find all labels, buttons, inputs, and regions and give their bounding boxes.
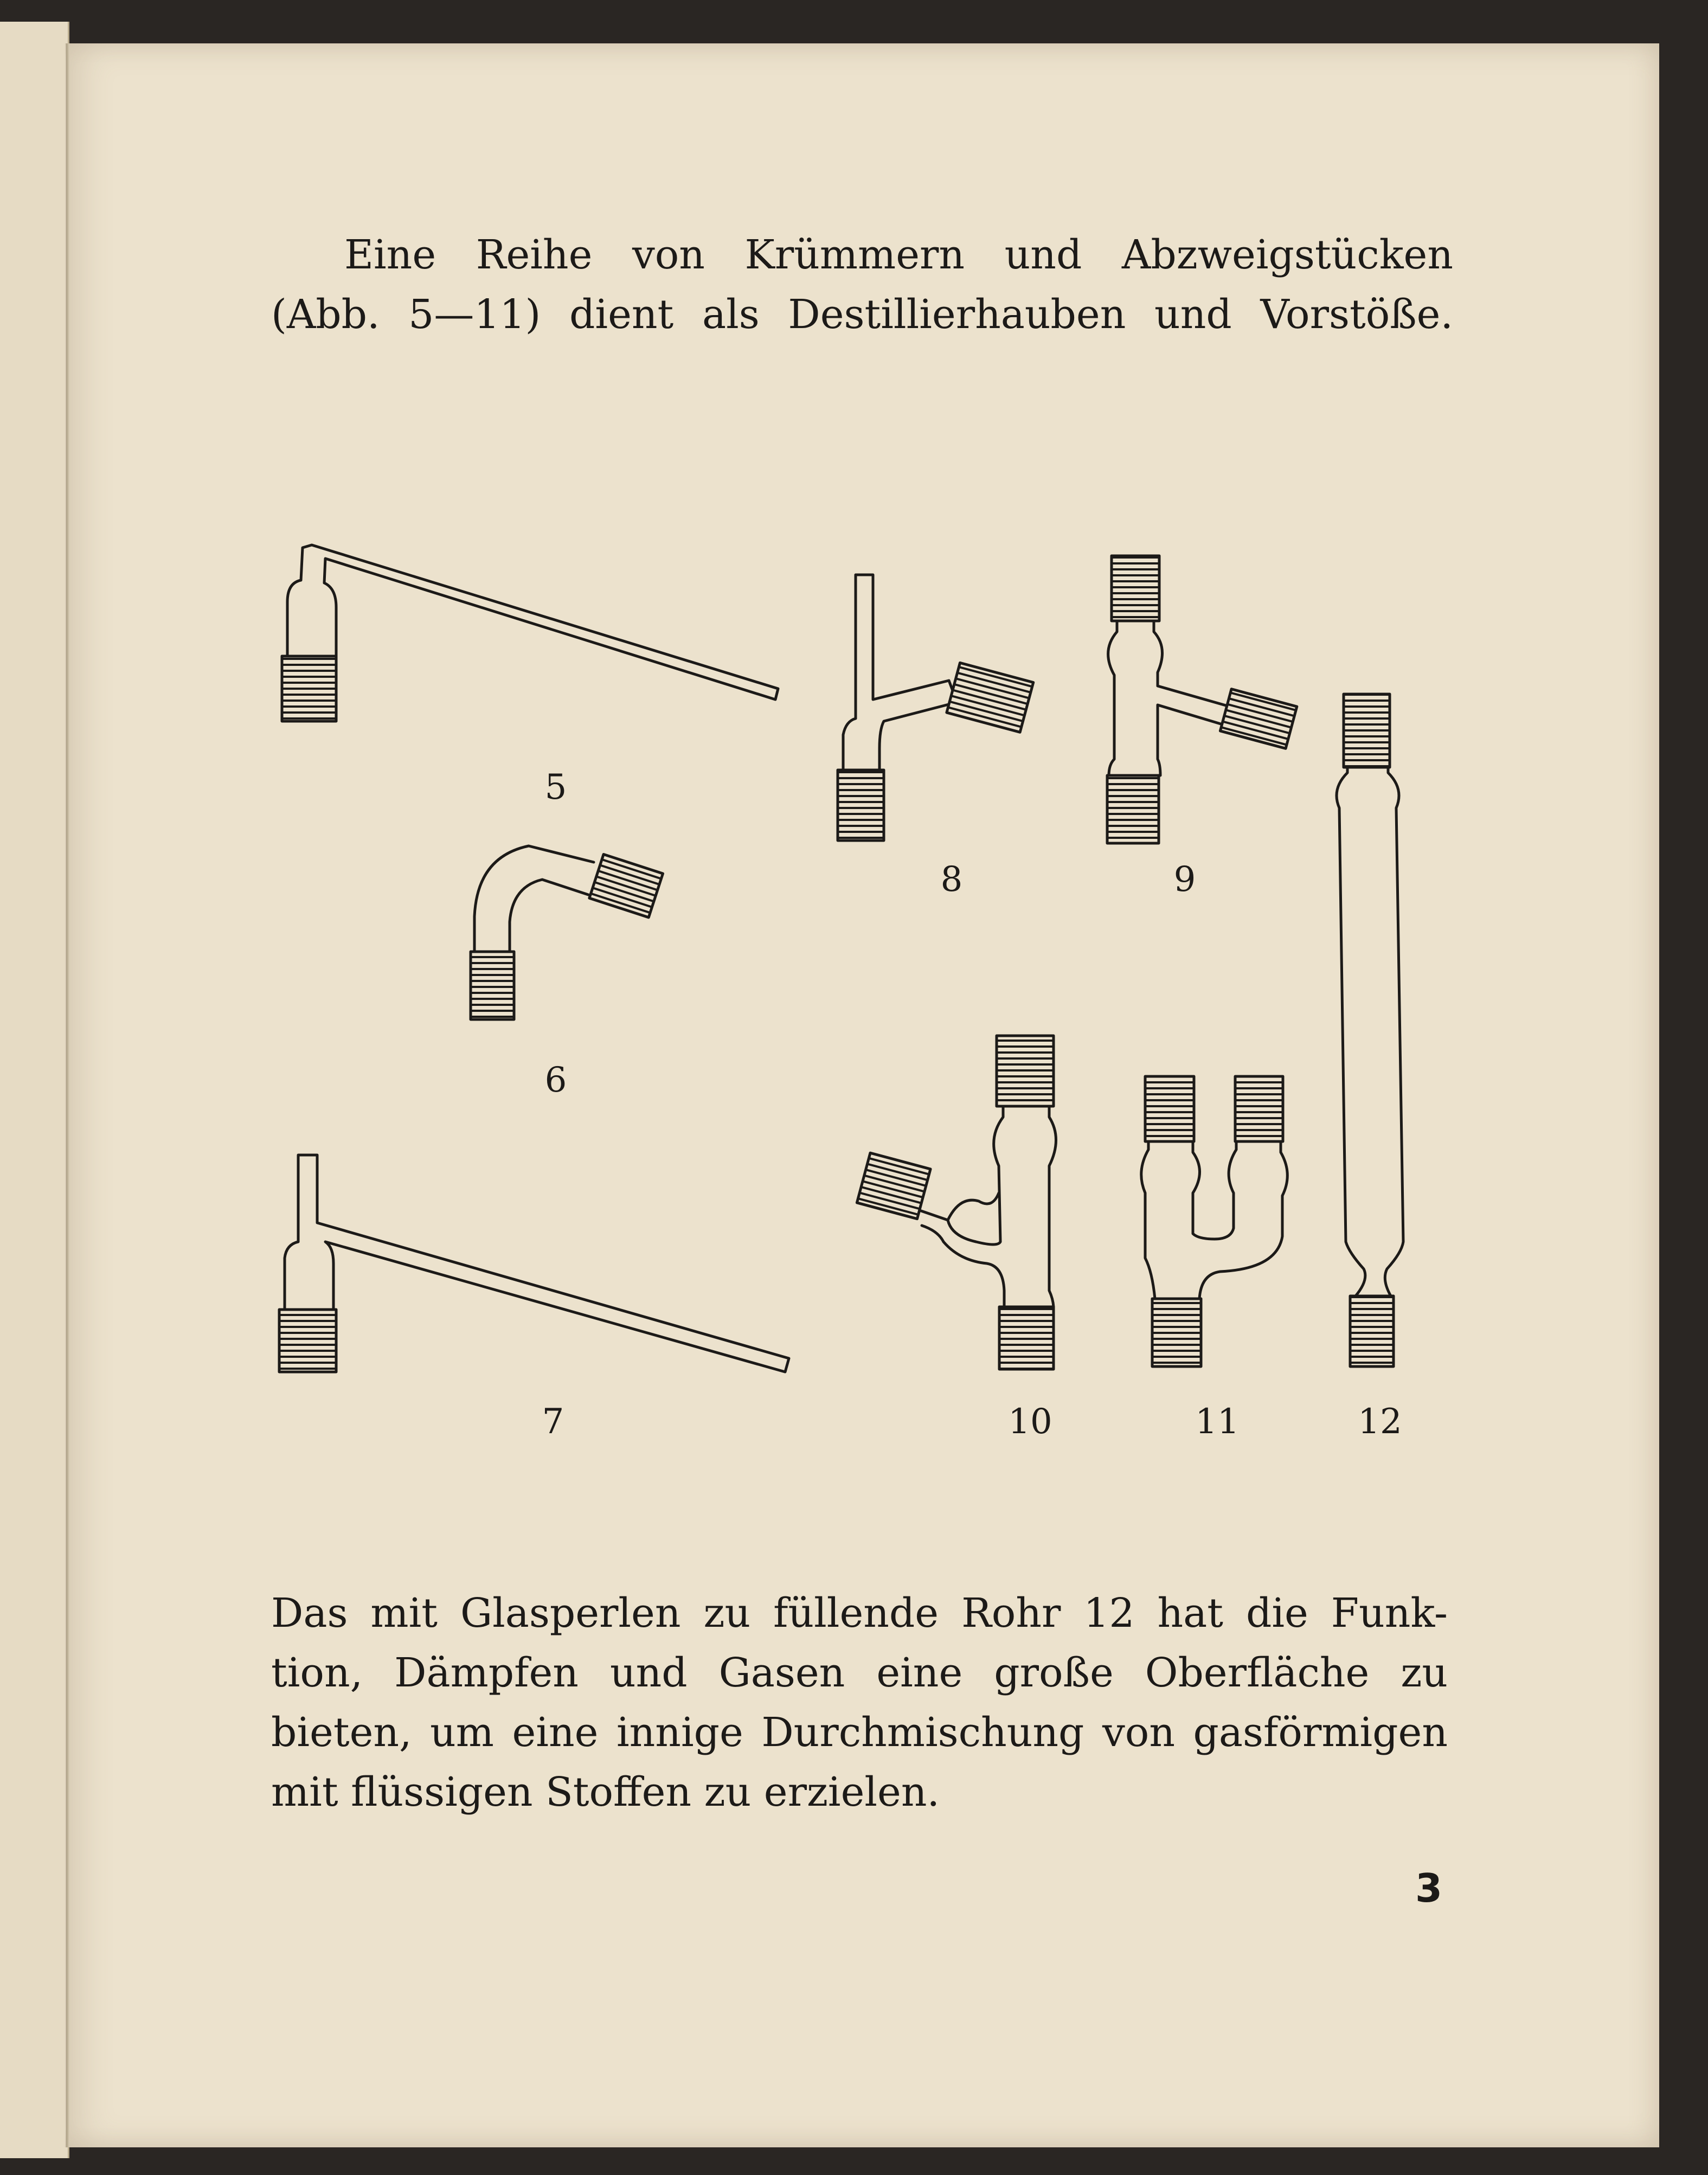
outro-line-4: mit flüssigen Stoffen zu erzielen. [271, 1769, 940, 1815]
figure-8-drawing [838, 575, 1033, 841]
figure-11-drawing [1141, 1076, 1288, 1366]
outro-paragraph [271, 1583, 1448, 1822]
figure-5-drawing [282, 545, 778, 721]
page-number: 3 [1415, 1865, 1443, 1911]
figure-12-drawing [1337, 694, 1403, 1366]
intro-line-1: Eine Reihe von Krümmern und Abzweigstücken [344, 232, 1453, 278]
figure-label-11: 11 [1195, 1402, 1240, 1442]
figure-label-7: 7 [542, 1402, 564, 1442]
figure-label-5: 5 [544, 767, 567, 807]
figure-label-12: 12 [1358, 1402, 1402, 1442]
intro-line-2: (Abb. 5—11) dient als Destillierhauben und Vorstöße. [271, 291, 1453, 338]
figure-label-8: 8 [940, 859, 963, 900]
outro-line-2: tion, Dämpfen und Gasen eine große Oberfläche zu [271, 1650, 1448, 1696]
outro-line-3: bieten, um eine innige Durchmischung von gasförmigen [271, 1709, 1448, 1756]
figure-7-drawing [279, 1155, 789, 1372]
figure-label-10: 10 [1008, 1402, 1052, 1442]
figure-label-9: 9 [1173, 859, 1196, 900]
figure-9-drawing [1107, 556, 1297, 843]
figure-label-6: 6 [544, 1060, 567, 1100]
outro-line-1: Das mit Glasperlen zu füllende Rohr 12 hat die Funk- [271, 1590, 1448, 1637]
figure-6-drawing [471, 846, 663, 1019]
figure-10-drawing [857, 1036, 1056, 1369]
